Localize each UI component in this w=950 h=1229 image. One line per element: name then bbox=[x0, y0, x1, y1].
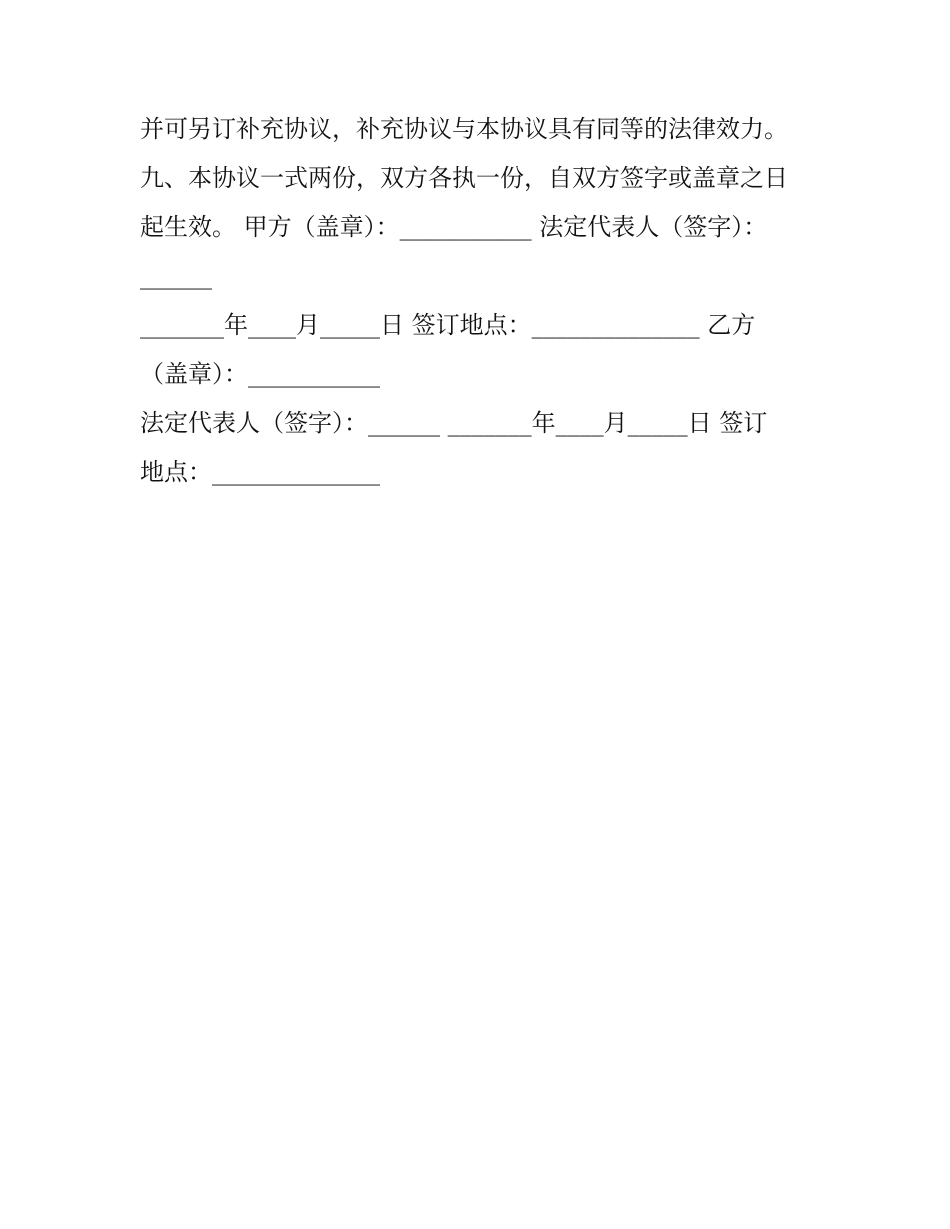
clause-nine-line: 九、本协议一式两份，双方各执一份，自双方签字或盖章之日 bbox=[140, 164, 788, 192]
party-a-date-place-line: _______年____月_____日 签订地点：______________ 乙方 bbox=[140, 311, 756, 339]
party-b-seal-line: （盖章）：___________ bbox=[140, 360, 380, 388]
agreement-text bbox=[140, 105, 830, 497]
party-a-signature-line: 起生效。 甲方（盖章）：___________ 法定代表人（签字）： bbox=[140, 213, 768, 241]
party-b-place-line: 地点：______________ bbox=[140, 458, 380, 486]
party-a-representative-blank: ______ bbox=[140, 262, 212, 290]
supplementary-agreement-line: 并可另订补充协议，补充协议与本协议具有同等的法律效力。 bbox=[140, 115, 788, 143]
party-b-representative-date-line: 法定代表人（签字）：______ _______年____月_____日 签订 bbox=[140, 409, 768, 437]
